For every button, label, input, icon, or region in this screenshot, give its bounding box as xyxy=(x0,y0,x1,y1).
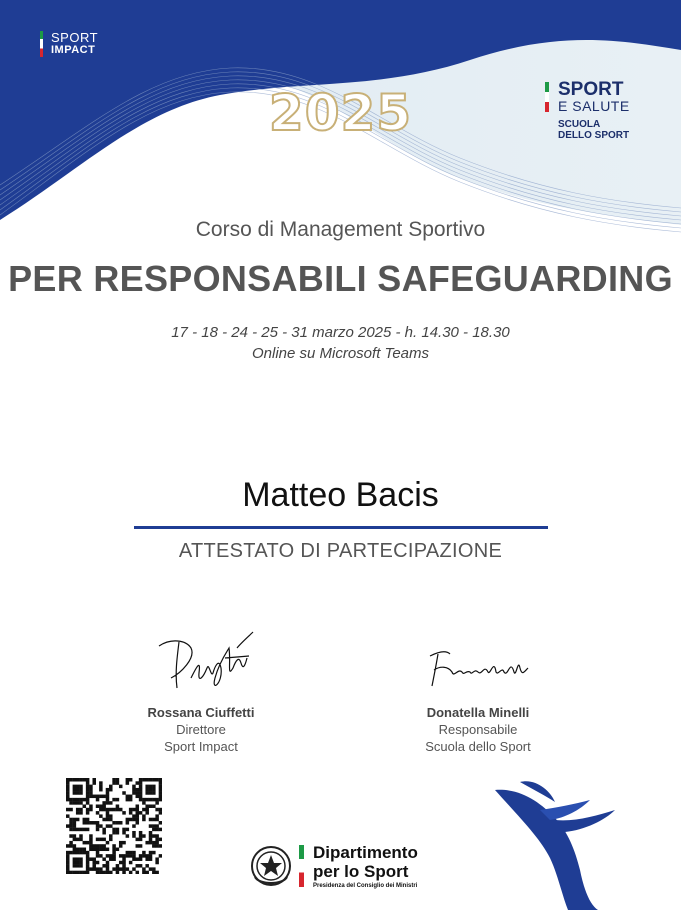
sport-impact-logo-line2: IMPACT xyxy=(51,44,96,56)
dipartimento-line3: Presidenza del Consiglio dei Ministri xyxy=(313,883,418,889)
sport-impact-logo xyxy=(40,31,98,57)
course-dates: 17 - 18 - 24 - 25 - 31 marzo 2025 - h. 14.30 - 18.30 xyxy=(171,324,510,341)
ses-logo-line1: SPORT xyxy=(558,79,624,100)
course-title: PER RESPONSABILI SAFEGUARDING xyxy=(8,258,673,299)
handwritten-signature-icon xyxy=(141,628,261,698)
italian-flag-stripe xyxy=(545,82,549,112)
certificate-label: ATTESTATO DI PARTECIPAZIONE xyxy=(178,540,503,562)
course-location: Online su Microsoft Teams xyxy=(251,345,429,362)
sport-impact-logo-line1: SPORT xyxy=(51,30,99,45)
signatory-name: Donatella Minelli xyxy=(426,705,530,720)
handwritten-signature-icon xyxy=(418,628,538,698)
ses-logo-line3: SCUOLA xyxy=(558,119,601,130)
swimmer-graphic-icon xyxy=(480,780,681,910)
italian-flag-stripe xyxy=(299,845,304,887)
dipartimento-line2: per lo Sport xyxy=(313,862,409,881)
qr-code-icon xyxy=(66,778,162,874)
dipartimento-text xyxy=(313,843,418,889)
course-schedule xyxy=(0,322,681,364)
participant-name: Matteo Bacis xyxy=(242,476,439,514)
signatory-name: Rossana Ciuffetti xyxy=(147,705,255,720)
sport-e-salute-logo xyxy=(545,80,630,141)
signatory-organization: Scuola dello Sport xyxy=(425,739,531,754)
signatory-organization: Sport Impact xyxy=(164,739,238,754)
course-subtitle: Corso di Management Sportivo xyxy=(195,218,486,241)
name-underline xyxy=(134,526,548,529)
dipartimento-line1: Dipartimento xyxy=(313,843,418,862)
signature-block-director xyxy=(101,628,301,755)
signature-block-manager xyxy=(378,628,578,755)
ses-logo-line2: E SALUTE xyxy=(558,98,630,114)
ses-logo-line4: DELLO SPORT xyxy=(558,130,630,141)
signatory-role: Responsabile xyxy=(438,722,518,737)
signatory-role: Direttore xyxy=(176,722,226,737)
italian-emblem-icon xyxy=(249,843,293,889)
year-label: 2025 xyxy=(268,84,413,142)
